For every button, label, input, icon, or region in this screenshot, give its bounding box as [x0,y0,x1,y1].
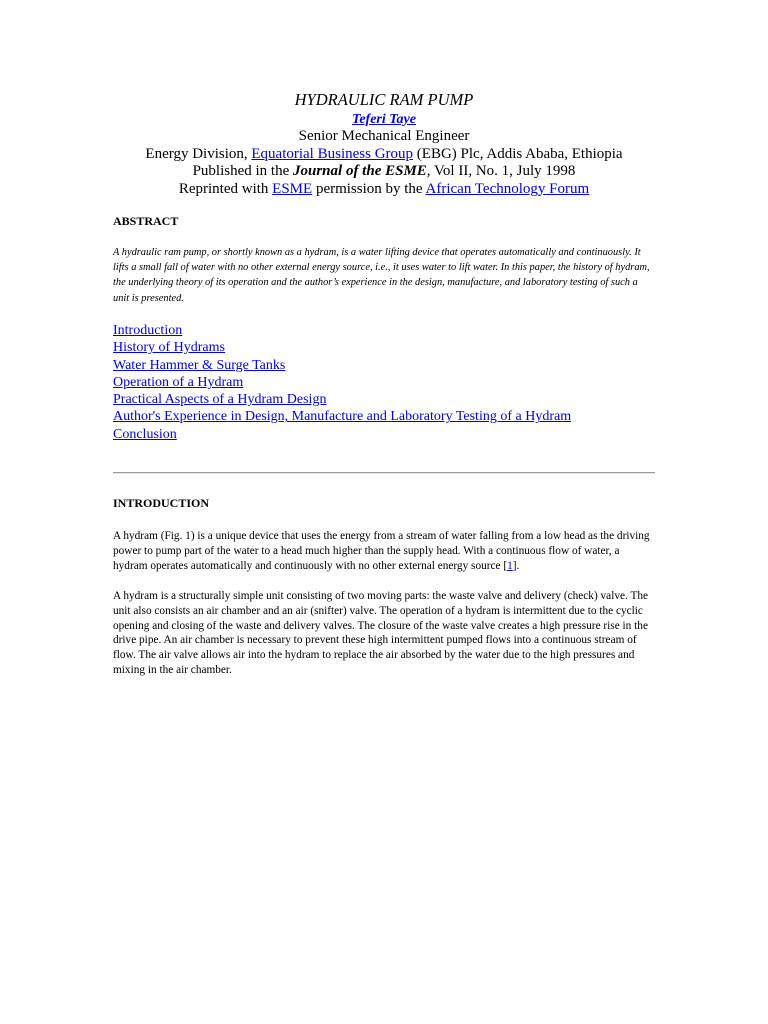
abstract-text: A hydraulic ram pump, or shortly known as a hydram, is a water lifting device that operates automatically and continuously. It lifts a small fall of water with no other external energy source, i.e., it uses water to lift water. In this paper, the history of hydram, the underlying theory of its operation and the author’s experience in the design, manufacture, and laboratory testing of such a unit is presented. [113,247,650,304]
introduction-heading: INTRODUCTION [113,496,210,510]
affiliation-prefix: Energy Division, [145,145,252,162]
introduction-paragraph-2: A hydram is a structurally simple unit consisting of two moving parts: the waste valve and delivery (check) valve. The unit also consists an air chamber and an air (snifter) valve. The operation of a hydram is intermittent due to the cyclic opening and closing of the waste and delivery valves. The closure of the waste valve creates a high pressure rise in the drive pipe. An air chamber is necessary to prevent these high intermittent pumped flows into a continuous stream of flow. The air valve allows air into the hydram to replace the air absorbed by the water due to the high pressures and mixing in the air chamber. [113,590,649,676]
toc-link-introduction[interactable]: Introduction [113,323,183,338]
atf-link[interactable]: African Technology Forum [425,180,590,197]
affiliation-suffix: (EBG) Plc, Addis Ababa, Ethiopia [413,145,623,162]
toc-link-history[interactable]: History of Hydrams [113,340,225,356]
author-role: Senior Mechanical Engineer [298,128,470,144]
author-line [113,112,655,128]
published-prefix: Published in the [192,163,293,179]
document-header [113,90,655,198]
introduction-paragraph-1 [113,529,655,573]
journal-name: Journal of the ESME [293,163,427,179]
toc-link-water-hammer[interactable]: Water Hammer & Surge Tanks [113,357,286,373]
affiliation-line [113,146,655,164]
ebg-link[interactable]: Equatorial Business Group [251,145,414,162]
toc-link-authors-experience[interactable]: Author's Experience in Design, Manufacture and Laboratory Testing of a Hydram [113,409,572,425]
toc-link-conclusion[interactable]: Conclusion [113,426,177,442]
published-line [113,163,655,181]
published-suffix: , Vol II, No. 1, July 1998 [426,163,576,179]
esme-link[interactable]: ESME [272,180,313,197]
toc-link-operation[interactable]: Operation of a Hydram [113,374,244,390]
page-title: HYDRAULIC RAM PUMP [294,90,474,109]
para1-end: ]. [512,559,520,572]
document-page [113,90,655,676]
toc-link-practical-aspects[interactable]: Practical Aspects of a Hydram Design [113,392,327,408]
author-link[interactable]: Teferi Taye [352,112,416,127]
reprint-middle: permission by the [312,180,426,197]
para1-text: A hydram (Fig. 1) is a unique device that uses the energy from a stream of water falling from a low head as the driving power to pump part of the water to a head much higher than the supply head. With a continuous flow of water, a hydram operates automatically and continuously with no other external energy source [ [113,530,650,572]
reprint-line [113,181,655,199]
horizontal-divider [113,472,655,474]
abstract-heading: ABSTRACT [113,214,179,228]
reprint-prefix: Reprinted with [178,180,273,197]
table-of-contents [113,322,571,443]
reference-link-1[interactable]: 1 [507,559,513,572]
